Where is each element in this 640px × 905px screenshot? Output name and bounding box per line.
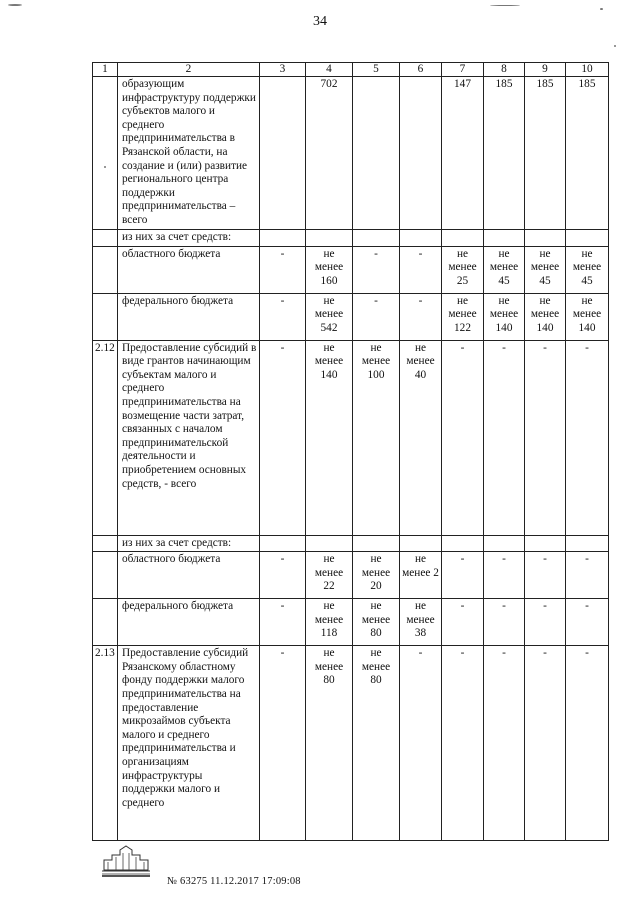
value-cell-col-3: - bbox=[260, 340, 306, 535]
row-description-cell: Предоставление субсидий в виде грантов начинающим субъектам малого и среднего предпринимательства на возмещение части затрат, связанных с началом предпринимательской деятельности и приобретением основных средств, - всего bbox=[118, 340, 260, 535]
value-cell-col-4: не менее 22 bbox=[306, 552, 353, 599]
value-cell-col-10: не менее 140 bbox=[566, 293, 609, 340]
table-row-sub bbox=[93, 246, 609, 293]
value-cell-col-10: - bbox=[566, 646, 609, 841]
value-cell-col-4: не менее 160 bbox=[306, 246, 353, 293]
value-cell-col-9: - bbox=[525, 552, 566, 599]
value-cell-col-3 bbox=[260, 535, 306, 552]
value-cell-col-6: - bbox=[400, 246, 442, 293]
scan-speck bbox=[490, 5, 520, 6]
row-number-cell bbox=[93, 230, 118, 247]
value-cell-col-9: - bbox=[525, 599, 566, 646]
header-cell: 7 bbox=[442, 63, 484, 77]
value-cell-col-5: - bbox=[353, 293, 400, 340]
table-row-sub bbox=[93, 535, 609, 552]
row-number-cell bbox=[93, 535, 118, 552]
value-cell-col-7: не менее 122 bbox=[442, 293, 484, 340]
value-cell-col-5 bbox=[353, 535, 400, 552]
table-row-main bbox=[93, 646, 609, 841]
header-cell: 6 bbox=[400, 63, 442, 77]
value-cell-col-4: не менее 140 bbox=[306, 340, 353, 535]
row-number-cell bbox=[93, 77, 118, 230]
value-cell-col-6: - bbox=[400, 293, 442, 340]
value-cell-col-6 bbox=[400, 535, 442, 552]
row-number-cell bbox=[93, 293, 118, 340]
row-number-cell bbox=[93, 599, 118, 646]
value-cell-col-7: - bbox=[442, 599, 484, 646]
table-row-main bbox=[93, 340, 609, 535]
value-cell-col-10: - bbox=[566, 552, 609, 599]
value-cell-col-8: - bbox=[484, 552, 525, 599]
row-description-cell: областного бюджета bbox=[118, 552, 260, 599]
value-cell-col-3 bbox=[260, 230, 306, 247]
value-cell-col-7: не менее 25 bbox=[442, 246, 484, 293]
value-cell-col-10 bbox=[566, 535, 609, 552]
header-cell: 8 bbox=[484, 63, 525, 77]
value-cell-col-5: не менее 80 bbox=[353, 646, 400, 841]
value-cell-col-8: - bbox=[484, 646, 525, 841]
page-number: 34 bbox=[313, 14, 327, 29]
value-cell-col-8 bbox=[484, 535, 525, 552]
row-description-cell: Предоставление субсидий Рязанскому областному фонду поддержки малого предпринимательства на предоставление микрозаймов субъекта малого и среднего предпринимательства и организациям инфраструктуры поддержки малого и среднего bbox=[118, 646, 260, 841]
value-cell-col-8: не менее 140 bbox=[484, 293, 525, 340]
value-cell-col-9: 185 bbox=[525, 77, 566, 230]
value-cell-col-7 bbox=[442, 535, 484, 552]
value-cell-col-6 bbox=[400, 230, 442, 247]
scan-speck bbox=[8, 4, 22, 6]
value-cell-col-4 bbox=[306, 535, 353, 552]
value-cell-col-3: - bbox=[260, 552, 306, 599]
value-cell-col-7: - bbox=[442, 646, 484, 841]
value-cell-col-6: не менее 40 bbox=[400, 340, 442, 535]
registry-stamp-logo bbox=[98, 844, 154, 878]
value-cell-col-7 bbox=[442, 230, 484, 247]
row-number-cell: 2.13 bbox=[93, 646, 118, 841]
document-registration-stamp: № 63275 11.12.2017 17:09:08 bbox=[167, 876, 301, 887]
scan-speck bbox=[614, 45, 616, 47]
value-cell-col-6: - bbox=[400, 646, 442, 841]
value-cell-col-3: - bbox=[260, 599, 306, 646]
value-cell-col-10: 185 bbox=[566, 77, 609, 230]
row-description-cell: областного бюджета bbox=[118, 246, 260, 293]
row-number-cell bbox=[93, 246, 118, 293]
value-cell-col-4 bbox=[306, 230, 353, 247]
table-row-sub bbox=[93, 552, 609, 599]
value-cell-col-8: - bbox=[484, 340, 525, 535]
value-cell-col-5: не менее 100 bbox=[353, 340, 400, 535]
value-cell-col-4: не менее 542 bbox=[306, 293, 353, 340]
header-cell: 3 bbox=[260, 63, 306, 77]
value-cell-col-4: 702 bbox=[306, 77, 353, 230]
value-cell-col-4: не менее 80 bbox=[306, 646, 353, 841]
value-cell-col-9: - bbox=[525, 646, 566, 841]
value-cell-col-8 bbox=[484, 230, 525, 247]
value-cell-col-6: не менее 38 bbox=[400, 599, 442, 646]
row-description-cell: федерального бюджета bbox=[118, 293, 260, 340]
value-cell-col-9 bbox=[525, 230, 566, 247]
value-cell-col-10: не менее 45 bbox=[566, 246, 609, 293]
value-cell-col-4: не менее 118 bbox=[306, 599, 353, 646]
value-cell-col-9 bbox=[525, 535, 566, 552]
value-cell-col-9: не менее 45 bbox=[525, 246, 566, 293]
value-cell-col-10: - bbox=[566, 340, 609, 535]
data-table bbox=[92, 62, 609, 841]
table-row-sub bbox=[93, 230, 609, 247]
row-description-cell: федерального бюджета bbox=[118, 599, 260, 646]
header-cell: 10 bbox=[566, 63, 609, 77]
value-cell-col-3: - bbox=[260, 246, 306, 293]
value-cell-col-5 bbox=[353, 230, 400, 247]
value-cell-col-7: - bbox=[442, 340, 484, 535]
table-row-sub bbox=[93, 293, 609, 340]
value-cell-col-6 bbox=[400, 77, 442, 230]
value-cell-col-5: не менее 80 bbox=[353, 599, 400, 646]
value-cell-col-3 bbox=[260, 77, 306, 230]
table-row-sub bbox=[93, 599, 609, 646]
value-cell-col-8: - bbox=[484, 599, 525, 646]
row-number-cell bbox=[93, 552, 118, 599]
table-row-main bbox=[93, 77, 609, 230]
value-cell-col-5: не менее 20 bbox=[353, 552, 400, 599]
value-cell-col-10: - bbox=[566, 599, 609, 646]
value-cell-col-6: не менее 2 bbox=[400, 552, 442, 599]
row-description-cell: образующим инфраструктуру поддержки субъектов малого и среднего предпринимательства в Рязанской области, на создание и (или) развитие регионального центра поддержки предпринимательства – всего bbox=[118, 77, 260, 230]
row-description-cell: из них за счет средств: bbox=[118, 230, 260, 247]
value-cell-col-3: - bbox=[260, 646, 306, 841]
value-cell-col-9: - bbox=[525, 340, 566, 535]
header-cell: 2 bbox=[118, 63, 260, 77]
header-cell: 1 bbox=[93, 63, 118, 77]
header-cell: 9 bbox=[525, 63, 566, 77]
header-cell: 4 bbox=[306, 63, 353, 77]
row-description-cell: из них за счет средств: bbox=[118, 535, 260, 552]
value-cell-col-9: не менее 140 bbox=[525, 293, 566, 340]
value-cell-col-7: 147 bbox=[442, 77, 484, 230]
scan-speck bbox=[104, 166, 106, 168]
value-cell-col-5: - bbox=[353, 246, 400, 293]
header-cell: 5 bbox=[353, 63, 400, 77]
scan-speck bbox=[600, 8, 603, 10]
value-cell-col-3: - bbox=[260, 293, 306, 340]
value-cell-col-5 bbox=[353, 77, 400, 230]
value-cell-col-8: 185 bbox=[484, 77, 525, 230]
row-number-cell: 2.12 bbox=[93, 340, 118, 535]
value-cell-col-10 bbox=[566, 230, 609, 247]
value-cell-col-7: - bbox=[442, 552, 484, 599]
value-cell-col-8: не менее 45 bbox=[484, 246, 525, 293]
table-header-row bbox=[93, 63, 609, 77]
